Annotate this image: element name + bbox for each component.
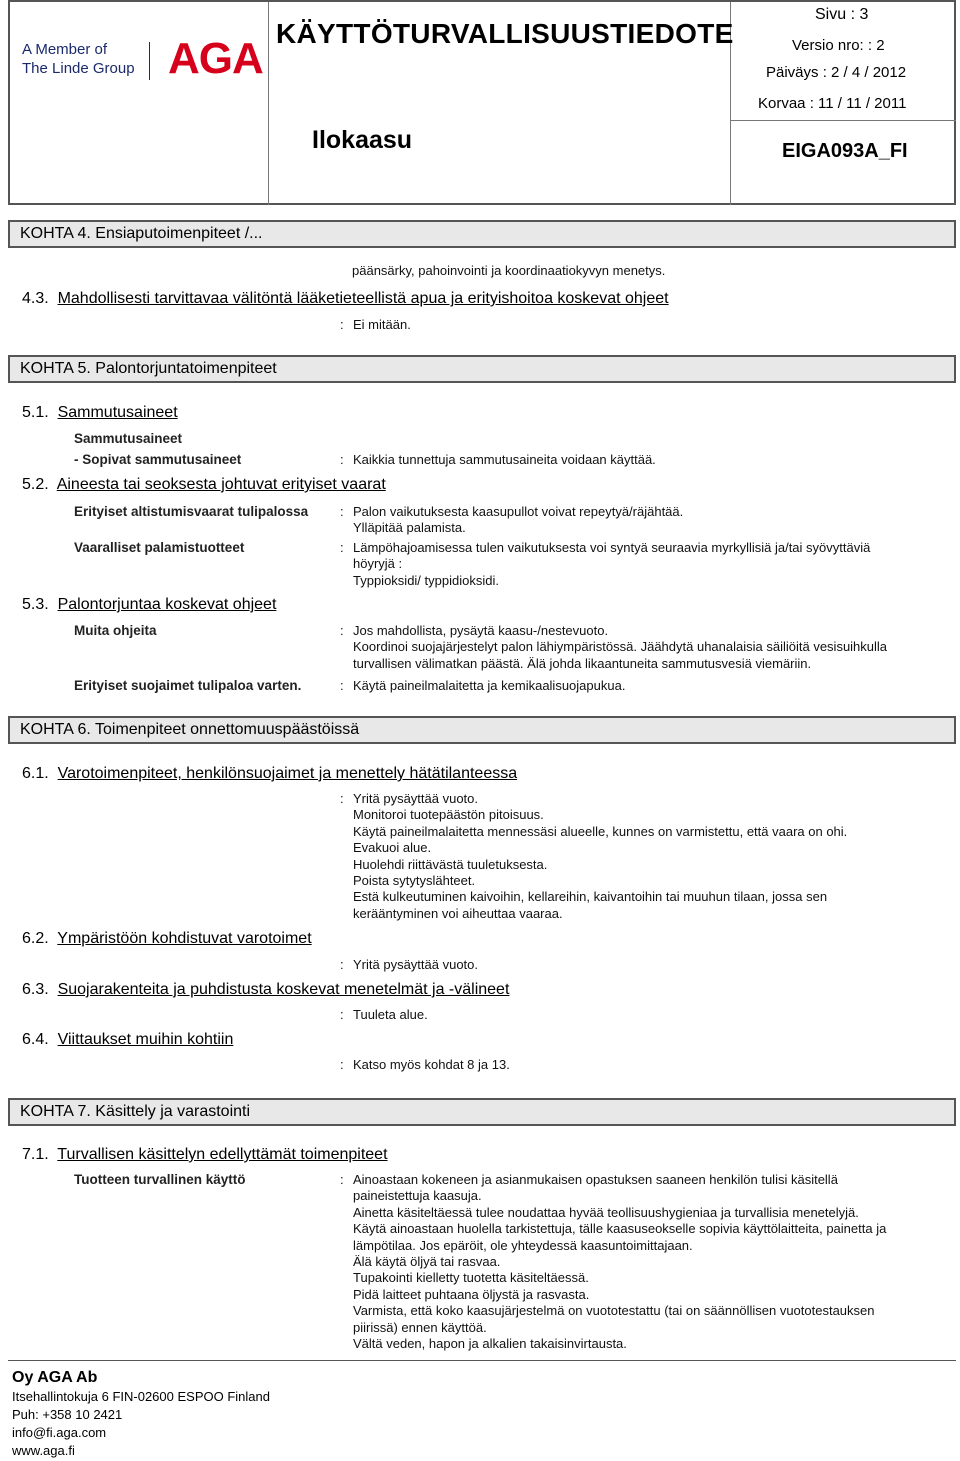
- value-palamistuotteet: : Lämpöhajoamisessa tulen vaikutuksesta voi syntyä seuraavia myrkyllisiä ja/tai syövyttäviä höyryjä : Typpioksidi/ typpidioksidi.: [340, 540, 871, 588]
- subsection-6-2-heading: 6.2. Ympäristöön kohdistuvat varotoimet: [22, 930, 312, 947]
- subsection-5-3-heading: 5.3. Palontorjuntaa koskevat ohjeet: [22, 596, 277, 613]
- header-divider: [730, 120, 956, 121]
- linde-logo-text: A Member of The Linde Group: [22, 41, 135, 77]
- value-sopivat-sammutusaineet: : Kaikkia tunnettuja sammutusaineita voidaan käyttää.: [340, 452, 656, 467]
- company-name: Oy AGA Ab: [12, 1369, 98, 1386]
- subsection-6-3-heading: 6.3. Suojarakenteita ja puhdistusta koskevat menetelmät ja -välineet: [22, 981, 510, 998]
- label-turvallinen-kaytto: Tuotteen turvallinen käyttö: [74, 1172, 246, 1187]
- aga-logo: AGA: [168, 34, 263, 83]
- section-4-carry-line: päänsärky, pahoinvointi ja koordinaatiokyvyn menetys.: [352, 263, 666, 278]
- value-altistumisvaarat: : Palon vaikutuksesta kaasupullot voivat repeytyä/räjähtää. Ylläpitää palamista.: [340, 504, 684, 536]
- section-5-bar: KOHTA 5. Palontorjuntatoimenpiteet: [8, 355, 956, 383]
- label-sopivat-sammutusaineet: - Sopivat sammutusaineet: [74, 452, 242, 467]
- footer-divider: [8, 1360, 956, 1361]
- company-phone: Puh: +358 10 2421: [12, 1407, 123, 1422]
- value-suojaimet: : Käytä paineilmalaitetta ja kemikaalisuojapukua.: [340, 678, 626, 693]
- version-number: Versio nro: : 2: [792, 37, 885, 54]
- subsection-6-1-heading: 6.1. Varotoimenpiteet, henkilönsuojaimet ja menettely hätätilanteessa: [22, 765, 518, 782]
- page-number: Sivu : 3: [815, 6, 869, 23]
- value-6-4: : Katso myös kohdat 8 ja 13.: [340, 1057, 510, 1072]
- label-muita-ohjeita: Muita ohjeita: [74, 623, 157, 638]
- section-7-bar: KOHTA 7. Käsittely ja varastointi: [8, 1098, 956, 1126]
- document-header: [8, 0, 956, 205]
- company-footer: [12, 1368, 270, 1460]
- value-6-1: : Yritä pysäyttää vuoto. Monitoroi tuotepäästön pitoisuus. Käytä paineilmalaitetta mennessäsi alueelle, kunnes on varmistettu, että vaara on ohi. Evakuoi alue. Huolehdi riittävästä tuuletuksesta. Poista sytytyslähteet. Estä kulkeutuminen kaivoihin, kellareihin, kaivantoihin tai muuhun tilaan, jossa sen kerääntyminen voi aiheuttaa vaaraa.: [340, 791, 848, 921]
- product-name: Ilokaasu: [312, 126, 413, 154]
- company-address: Itsehallintokuja 6 FIN-02600 ESPOO Finland: [12, 1389, 270, 1404]
- subsection-5-1-heading: 5.1. Sammutusaineet: [22, 404, 178, 421]
- subsection-4-3-value: : Ei mitään.: [340, 317, 411, 332]
- company-website[interactable]: www.aga.fi: [12, 1443, 75, 1458]
- label-sammutusaineet: Sammutusaineet: [74, 431, 183, 446]
- subsection-4-3-heading: 4.3. Mahdollisesti tarvittavaa välitöntä lääketieteellistä apua ja erityishoitoa koskevat ohjeet: [22, 290, 669, 307]
- value-6-2: : Yritä pysäyttää vuoto.: [340, 957, 479, 972]
- label-suojaimet: Erityiset suojaimet tulipaloa varten.: [74, 678, 302, 693]
- header-divider: [268, 2, 269, 205]
- subsection-5-2-heading: 5.2. Aineesta tai seoksesta johtuvat erityiset vaarat: [22, 476, 386, 493]
- value-muita-ohjeita: : Jos mahdollista, pysäytä kaasu-/nestevuoto. Koordinoi suojajärjestelyt palon lähiympäristössä. Jäähdytä uhanalaisia säiliöitä vesisuihkulla turvallisen välimatkan päästä. Älä johda likaantuneita sammutusvesiä viemäriin.: [340, 623, 888, 671]
- document-title: KÄYTTÖTURVALLISUUSTIEDOTE: [276, 18, 734, 49]
- subsection-7-1-heading: 7.1. Turvallisen käsittelyn edellyttämät toimenpiteet: [22, 1146, 388, 1163]
- replaces-date: Korvaa : 11 / 11 / 2011: [758, 95, 907, 112]
- section-6-bar: KOHTA 6. Toimenpiteet onnettomuuspäästöissä: [8, 716, 956, 744]
- logo-separator: [149, 42, 150, 80]
- value-turvallinen-kaytto: : Ainoastaan kokeneen ja asianmukaisen opastuksen saaneen henkilön tulisi käsitellä paineistettuja kaasuja. Ainetta käsiteltäessä tulee noudattaa hyvää teollisuushygieniaa ja turvallisia menetelyjä. Käytä ainoastaan huolella tarkistettuja, tälle kaasuseokselle sopivia käyttölaitteita, painetta ja lämpötilaa. Jos epäröit, ole yhteydessä kaasuntoimittajaan. Älä käytä öljyä tai rasvaa. Tupakointi kielletty tuotetta käsiteltäessä. Pidä laitteet puhtaana öljystä ja rasvasta. Varmista, että koko kaasujärjestelmä on vuototestattu (tai on säännöllisen vuototestauksen piirissä) ennen käyttöä. Vältä veden, hapon ja alkalien takaisinvirtausta.: [340, 1172, 887, 1352]
- company-email[interactable]: info@fi.aga.com: [12, 1425, 107, 1440]
- label-palamistuotteet: Vaaralliset palamistuotteet: [74, 540, 245, 555]
- document-code: EIGA093A_FI: [782, 140, 908, 162]
- section-4-bar: KOHTA 4. Ensiaputoimenpiteet /...: [8, 220, 956, 248]
- subsection-6-4-heading: 6.4. Viittaukset muihin kohtiin: [22, 1031, 234, 1048]
- label-altistumisvaarat: Erityiset altistumisvaarat tulipalossa: [74, 504, 309, 519]
- issue-date: Päiväys : 2 / 4 / 2012: [766, 64, 907, 81]
- value-6-3: : Tuuleta alue.: [340, 1007, 428, 1022]
